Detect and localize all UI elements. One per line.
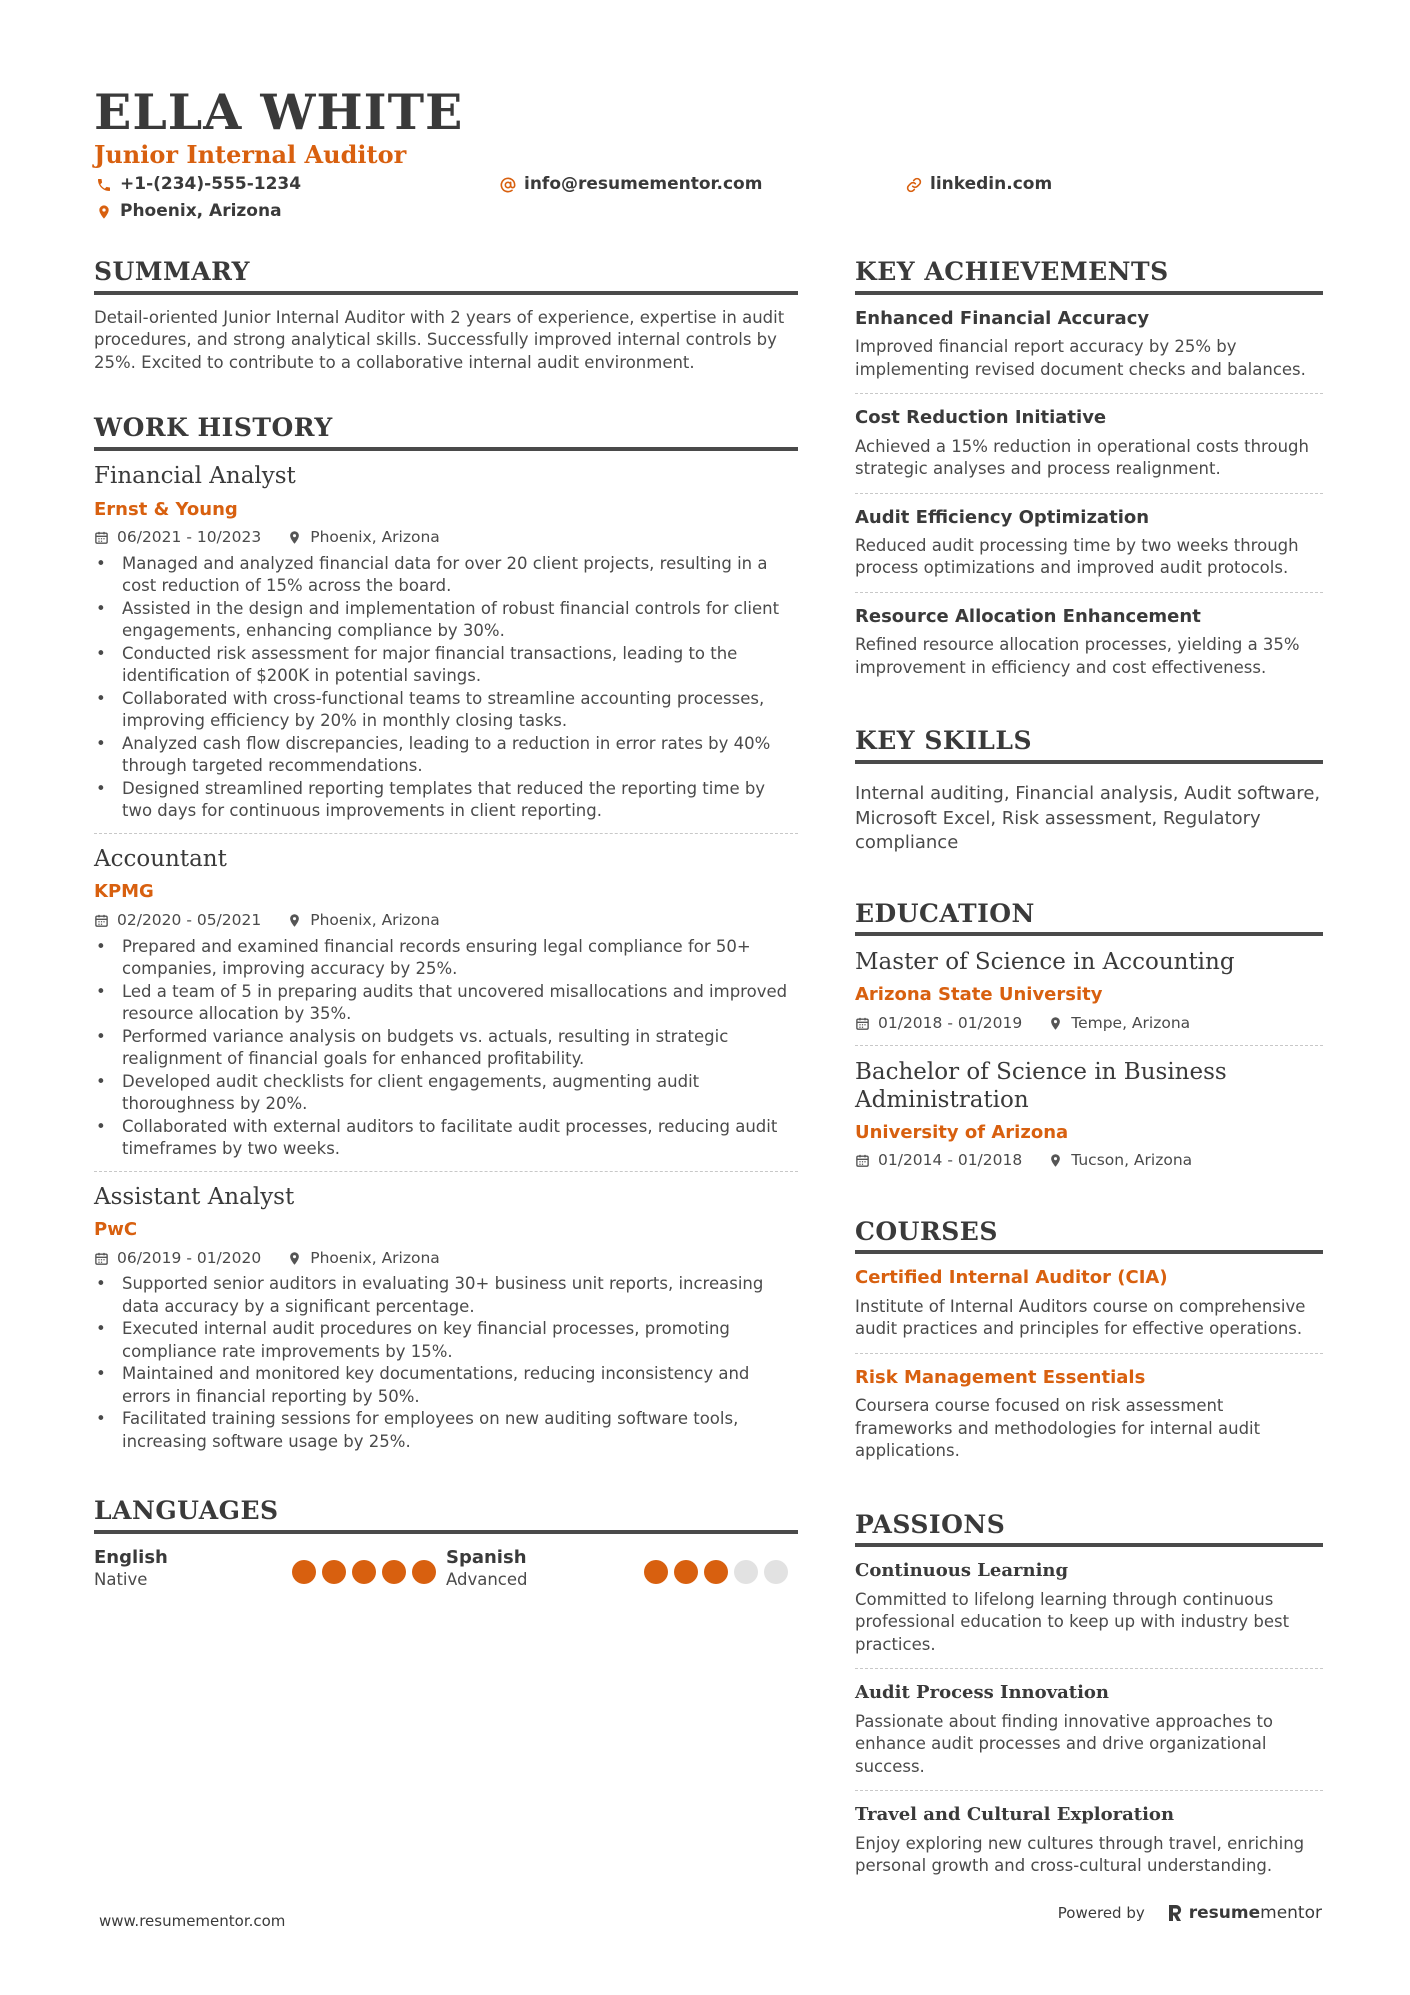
job-entry: [94, 451, 798, 834]
education-meta: [855, 1014, 1323, 1033]
course-text: Institute of Internal Auditors course on comprehensive audit practices and principles for effective operations.: [855, 1296, 1306, 1339]
location-text: Phoenix, Arizona: [120, 201, 282, 221]
rating-dot-filled: [644, 1560, 668, 1584]
languages-section: [94, 1497, 798, 1591]
skills-text: Internal auditing, Financial analysis, Audit software, Microsoft Excel, Risk assessment, Regulatory compliance: [855, 783, 1321, 854]
education-dates-text: 01/2014 - 01/2018: [878, 1151, 1023, 1170]
rating-dot-filled: [292, 1560, 316, 1584]
job-bullets: [94, 936, 798, 1161]
language-rating: [644, 1560, 788, 1584]
contact-phone[interactable]: [96, 176, 301, 193]
achievement-item: [855, 295, 1323, 394]
rating-dot-filled: [382, 1560, 406, 1584]
contact-location: [96, 203, 282, 220]
job-dates-text: 06/2019 - 01/2020: [117, 1248, 262, 1267]
job-location: [287, 528, 440, 547]
education-location-text: Tucson, Arizona: [1071, 1151, 1193, 1170]
calendar-icon: [855, 1153, 870, 1168]
job-dates-text: 06/2021 - 10/2023: [117, 528, 262, 547]
course-title: Certified Internal Auditor (CIA): [855, 1267, 1168, 1289]
brand-name-a: resume: [1188, 1903, 1261, 1923]
rating-dot-filled: [704, 1560, 728, 1584]
education-dates-text: 01/2018 - 01/2019: [878, 1013, 1023, 1032]
job-bullet: • Assisted in the design and implementation of robust financial controls for client engagements, enhancing compliance by 30%.: [94, 598, 798, 643]
skills-section: [855, 727, 1323, 855]
language-item: [94, 1546, 446, 1591]
linkedin-text: linkedin.com: [930, 174, 1053, 194]
work-history-heading: WORK HISTORY: [94, 414, 798, 451]
achievement-text: Improved financial report accuracy by 25% by implementing revised document checks and balances.: [855, 337, 1306, 379]
job-dates: [94, 528, 261, 547]
achievement-title: Enhanced Financial Accuracy: [855, 307, 1150, 329]
job-bullet: • Led a team of 5 in preparing audits that uncovered misallocations and improved resource allocation by 35%.: [94, 981, 798, 1026]
language-name: Spanish: [446, 1547, 527, 1569]
language-rating: [292, 1560, 436, 1584]
education-heading: EDUCATION: [855, 900, 1323, 937]
job-bullet: • Facilitated training sessions for employees on new auditing software tools, increasing software usage by 25%.: [94, 1408, 798, 1453]
job-entry: [94, 1172, 798, 1464]
job-bullet: • Conducted risk assessment for major financial transactions, leading to the identification of $200K in potential savings.: [94, 643, 798, 688]
course-item: [855, 1254, 1323, 1353]
job-location-text: Phoenix, Arizona: [310, 910, 440, 929]
school-name: University of Arizona: [855, 1121, 1069, 1143]
job-entry: [94, 834, 798, 1172]
passion-item: [855, 1791, 1323, 1889]
languages-heading: LANGUAGES: [94, 1497, 798, 1534]
education-dates: [855, 1014, 1022, 1033]
summary-text: Detail-oriented Junior Internal Auditor with 2 years of experience, expertise in audit procedures, and strong analytical skills. Successfully improved internal controls by 25%. Excited to contribute to a collaborative internal audit environment.: [94, 307, 785, 372]
job-bullet: • Designed streamlined reporting templates that reduced the reporting time by two days for continuous improvements in client reporting.: [94, 778, 798, 823]
rating-dot-filled: [352, 1560, 376, 1584]
degree-title: Bachelor of Science in Business Administration: [855, 1058, 1227, 1113]
job-meta: [94, 1249, 798, 1268]
rating-dot-empty: [734, 1560, 758, 1584]
job-title: Assistant Analyst: [94, 1183, 295, 1210]
passion-title: Audit Process Innovation: [855, 1682, 1109, 1704]
location-pin-icon: [96, 204, 112, 220]
achievement-item: [855, 593, 1323, 691]
passion-title: Continuous Learning: [855, 1560, 1069, 1582]
courses-heading: COURSES: [855, 1218, 1323, 1255]
education-section: [855, 900, 1323, 1182]
summary-heading: SUMMARY: [94, 258, 798, 295]
education-meta: [855, 1151, 1323, 1170]
brand-logo[interactable]: [1167, 1903, 1322, 1923]
job-bullets: [94, 1273, 798, 1453]
job-dates-text: 02/2020 - 05/2021: [117, 910, 262, 929]
course-title: Risk Management Essentials: [855, 1366, 1146, 1388]
language-level: Native: [94, 1570, 148, 1590]
passion-text: Passionate about finding innovative approaches to enhance audit processes and drive organizational success.: [855, 1711, 1274, 1776]
job-bullet: • Supported senior auditors in evaluating 30+ business unit reports, increasing data accuracy by a significant percentage.: [94, 1273, 798, 1318]
job-bullet: • Collaborated with cross-functional teams to streamline accounting processes, improving efficiency by 20% in monthly closing tasks.: [94, 688, 798, 733]
language-level: Advanced: [446, 1570, 528, 1590]
passion-item: [855, 1547, 1323, 1669]
course-text: Coursera course focused on risk assessment frameworks and methodologies for internal audit applications.: [855, 1396, 1261, 1461]
achievement-item: [855, 494, 1323, 593]
job-bullet: • Maintained and monitored key documentations, reducing inconsistency and errors in financial reporting by 50%.: [94, 1363, 798, 1408]
passion-text: Committed to lifelong learning through continuous professional education to keep up with industry best practices.: [855, 1589, 1290, 1654]
achievement-title: Cost Reduction Initiative: [855, 407, 1107, 429]
footer-branding: [1058, 1903, 1322, 1923]
job-bullet: • Developed audit checklists for client engagements, augmenting audit thoroughness by 20%.: [94, 1071, 798, 1116]
link-icon: [906, 177, 922, 193]
company-name: KPMG: [94, 881, 154, 903]
passions-section: [855, 1511, 1323, 1890]
degree-title: Master of Science in Accounting: [855, 949, 1235, 976]
location-pin-icon: [1048, 1153, 1063, 1168]
job-dates: [94, 911, 261, 930]
brand-name-b: mentor: [1260, 1903, 1322, 1923]
job-location: [287, 911, 440, 930]
languages-list: [94, 1546, 798, 1591]
left-column: [94, 258, 798, 1631]
contact-linkedin[interactable]: [906, 176, 1052, 193]
course-item: [855, 1354, 1323, 1475]
candidate-name: ELLA WHITE: [94, 83, 464, 141]
passion-item: [855, 1669, 1323, 1791]
achievements-heading: KEY ACHIEVEMENTS: [855, 258, 1323, 295]
work-history-section: [94, 414, 798, 1463]
passion-title: Travel and Cultural Exploration: [855, 1804, 1175, 1826]
contact-email[interactable]: [500, 176, 762, 193]
footer-website[interactable]: www.resumementor.com: [99, 1912, 286, 1930]
achievement-title: Resource Allocation Enhancement: [855, 605, 1201, 627]
job-dates: [94, 1249, 261, 1268]
education-location: [1048, 1151, 1192, 1170]
job-title: Accountant: [94, 845, 227, 872]
calendar-icon: [94, 1251, 109, 1266]
right-column: [855, 258, 1323, 1930]
job-bullet: • Collaborated with external auditors to facilitate audit processes, reducing audit timeframes by two weeks.: [94, 1116, 798, 1161]
summary-section: [94, 258, 798, 374]
education-item: [855, 936, 1323, 1045]
job-meta: [94, 528, 798, 547]
passion-text: Enjoy exploring new cultures through travel, enriching personal growth and cross-cultural understanding.: [855, 1833, 1305, 1876]
phone-icon: [96, 177, 112, 193]
job-location-text: Phoenix, Arizona: [310, 528, 440, 547]
education-location-text: Tempe, Arizona: [1071, 1013, 1191, 1032]
calendar-icon: [855, 1016, 870, 1031]
powered-by-label: Powered by: [1057, 1904, 1145, 1922]
calendar-icon: [94, 913, 109, 928]
at-sign-icon: [500, 177, 516, 193]
job-bullet: • Analyzed cash flow discrepancies, leading to a reduction in error rates by 40% through targeted recommendations.: [94, 733, 798, 778]
education-item: [855, 1046, 1323, 1182]
achievement-text: Refined resource allocation processes, yielding a 35% improvement in efficiency and cost effectiveness.: [855, 635, 1300, 677]
location-pin-icon: [287, 530, 302, 545]
job-bullets: [94, 553, 798, 823]
company-name: PwC: [94, 1219, 138, 1241]
achievement-title: Audit Efficiency Optimization: [855, 506, 1150, 528]
location-pin-icon: [287, 913, 302, 928]
education-dates: [855, 1151, 1022, 1170]
courses-section: [855, 1218, 1323, 1475]
candidate-headline: Junior Internal Auditor: [94, 140, 407, 169]
school-name: Arizona State University: [855, 984, 1103, 1006]
rating-dot-filled: [322, 1560, 346, 1584]
location-pin-icon: [287, 1251, 302, 1266]
job-bullet: • Performed variance analysis on budgets vs. actuals, resulting in strategic realignment of financial goals for enhanced profitability.: [94, 1026, 798, 1071]
company-name: Ernst & Young: [94, 498, 238, 520]
job-title: Financial Analyst: [94, 463, 296, 489]
job-location: [287, 1249, 440, 1268]
passions-heading: PASSIONS: [855, 1511, 1323, 1548]
job-location-text: Phoenix, Arizona: [310, 1248, 440, 1267]
rating-dot-filled: [674, 1560, 698, 1584]
resumementor-logo-icon: [1167, 1903, 1183, 1923]
job-bullet: • Prepared and examined financial records ensuring legal compliance for 50+ companies, improving accuracy by 25%.: [94, 936, 798, 981]
calendar-icon: [94, 530, 109, 545]
location-pin-icon: [1048, 1016, 1063, 1031]
achievement-text: Reduced audit processing time by two weeks through process optimizations and improved audit protocols.: [855, 535, 1299, 578]
rating-dot-filled: [412, 1560, 436, 1584]
achievement-item: [855, 394, 1323, 493]
language-item: [446, 1546, 798, 1591]
phone-text: +1-(234)-555-1234: [120, 174, 302, 194]
achievements-section: [855, 258, 1323, 691]
job-meta: [94, 911, 798, 930]
skills-heading: KEY SKILLS: [855, 727, 1323, 764]
language-name: English: [94, 1547, 168, 1569]
achievement-text: Achieved a 15% reduction in operational costs through strategic analyses and process realignment.: [855, 436, 1309, 479]
rating-dot-empty: [764, 1560, 788, 1584]
job-bullet: • Managed and analyzed financial data for over 20 client projects, resulting in a cost reduction of 15% across the board.: [94, 553, 798, 598]
education-location: [1048, 1014, 1190, 1033]
email-text: info@resumementor.com: [524, 174, 763, 194]
job-bullet: • Executed internal audit procedures on key financial processes, promoting compliance rate improvements by 15%.: [94, 1318, 798, 1363]
